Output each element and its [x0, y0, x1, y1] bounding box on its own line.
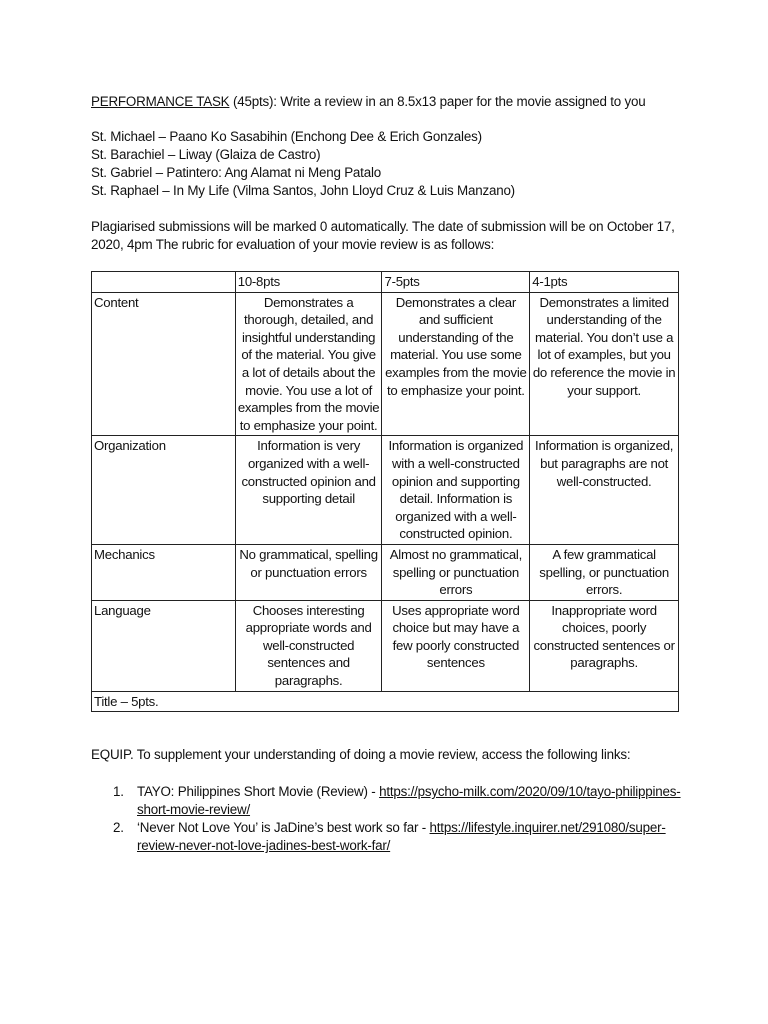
assignment-line: St. Gabriel – Patintero: Ang Alamat ni Meng Patalo [91, 165, 381, 180]
review-link[interactable]: https://psycho-milk.com/2020/09/10/tayo-philippines- [379, 784, 681, 799]
assignment-line: St. Raphael – In My Life (Vilma Santos, John Lloyd Cruz & Luis Manzano) [91, 183, 515, 198]
rubric-cell-mid: Information is organized with a well-constructed opinion and supporting detail. Information is organized with a well-constructed opinion. [382, 436, 530, 545]
rubric-header-cell: 4-1pts [530, 272, 679, 293]
rubric-table [91, 271, 679, 712]
list-item [113, 783, 681, 801]
rubric-row-mechanics [92, 544, 679, 600]
rubric-header-cell [92, 272, 236, 293]
rubric-row-language [92, 600, 679, 691]
review-link[interactable]: short-movie-review/ [137, 802, 251, 817]
rubric-footer-row [92, 691, 679, 712]
rubric-header-cell: 7-5pts [382, 272, 530, 293]
equip-intro: EQUIP. To supplement your understanding of doing a movie review, access the following links: [91, 747, 631, 762]
rubric-criterion: Language [92, 600, 236, 691]
notice-line: 2020, 4pm The rubric for evaluation of your movie review is as follows: [91, 237, 495, 252]
list-item-text: TAYO: Philippines Short Movie (Review) - [137, 784, 380, 799]
rubric-header-cell: 10-8pts [235, 272, 382, 293]
rubric-criterion: Content [92, 292, 236, 436]
list-item [113, 819, 666, 837]
rubric-cell-mid: Demonstrates a clear and sufficient understanding of the material. You use some examples from the movie to emphasize your point. [382, 292, 530, 436]
rubric-cell-high: No grammatical, spelling or punctuation errors [235, 544, 382, 600]
rubric-cell-low: Information is organized, but paragraphs are not well-constructed. [530, 436, 679, 545]
rubric-criterion: Mechanics [92, 544, 236, 600]
rubric-cell-high: Information is very organized with a well-constructed opinion and supporting detail [235, 436, 382, 545]
rubric-cell-low: A few grammatical spelling, or punctuation errors. [530, 544, 679, 600]
assignment-line: St. Michael – Paano Ko Sasabihin (Enchong Dee & Erich Gonzales) [91, 129, 482, 144]
rubric-row-organization [92, 436, 679, 545]
rubric-cell-high: Demonstrates a thorough, detailed, and insightful understanding of the material. You give a lot of details about the movie. You use a lot of examples from the movie to emphasize your point. [235, 292, 382, 436]
rubric-cell-mid: Uses appropriate word choice but may have a few poorly constructed sentences [382, 600, 530, 691]
rubric-cell-low: Inappropriate word choices, poorly constructed sentences or paragraphs. [530, 600, 679, 691]
task-description: (45pts): Write a review in an 8.5x13 paper for the movie assigned to you [229, 94, 646, 109]
task-line [91, 93, 646, 111]
notice-line: Plagiarised submissions will be marked 0 automatically. The date of submission will be on October 17, [91, 219, 675, 234]
rubric-cell-high: Chooses interesting appropriate words and well-constructed sentences and paragraphs. [235, 600, 382, 691]
list-item-text: ‘Never Not Love You’ is JaDine’s best work so far - [137, 820, 430, 835]
list-item-continuation [137, 837, 390, 855]
list-number: 1. [113, 784, 124, 799]
task-label: PERFORMANCE TASK [91, 94, 230, 109]
list-number: 2. [113, 820, 124, 835]
rubric-criterion: Organization [92, 436, 236, 545]
list-item-continuation [137, 801, 250, 819]
rubric-header-row [92, 272, 679, 293]
rubric-cell-low: Demonstrates a limited understanding of the material. You don’t use a lot of examples, but you do reference the movie in your support. [530, 292, 679, 436]
review-link[interactable]: https://lifestyle.inquirer.net/291080/super- [429, 820, 666, 835]
assignment-line: St. Barachiel – Liway (Glaiza de Castro) [91, 147, 321, 162]
rubric-footer: Title – 5pts. [92, 691, 679, 712]
review-link[interactable]: review-never-not-love-jadines-best-work-far/ [137, 838, 391, 853]
rubric-row-content [92, 292, 679, 436]
rubric-cell-mid: Almost no grammatical, spelling or punctuation errors [382, 544, 530, 600]
